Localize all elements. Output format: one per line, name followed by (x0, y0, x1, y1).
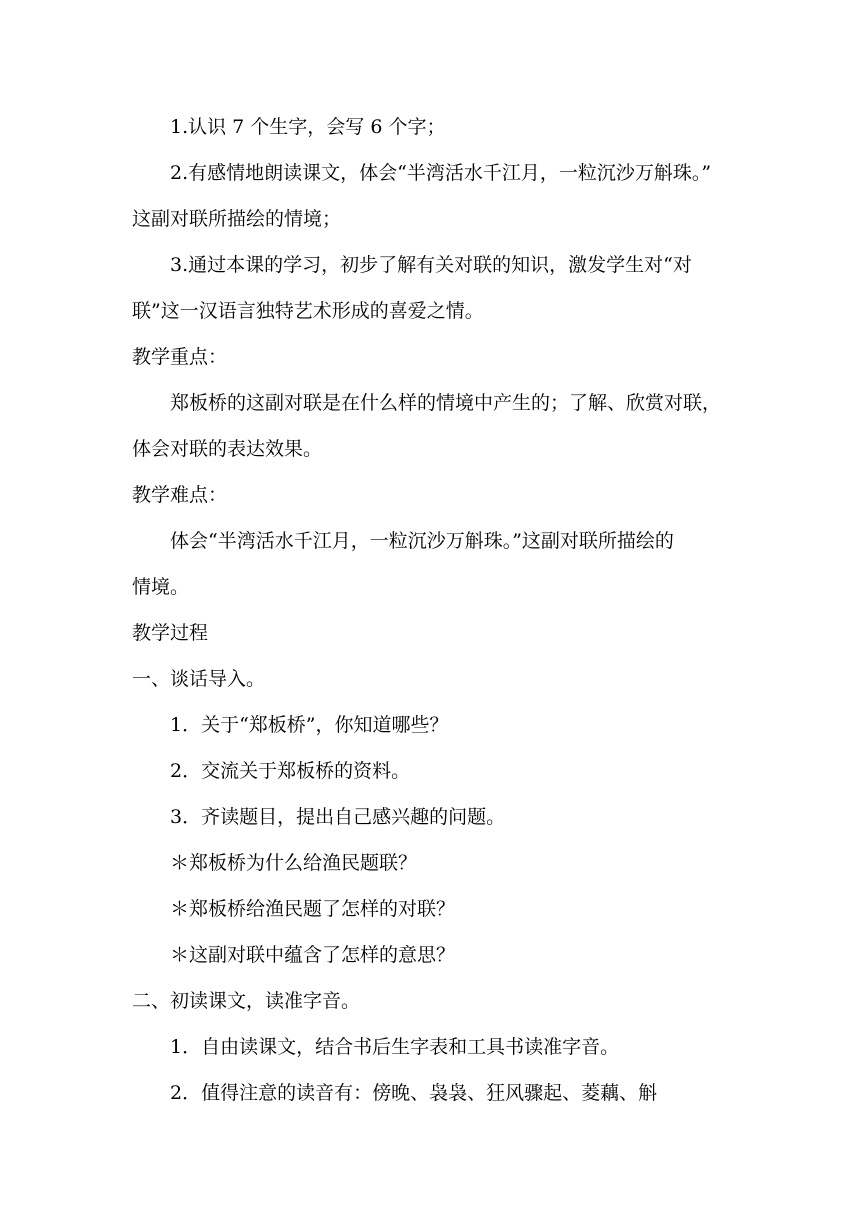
section-1-step-1: 1．关于“郑板桥”，你知道哪些？ (170, 714, 449, 736)
section-2-step-2: 2．值得注意的读音有：傍晚、袅袅、狂风骤起、菱藕、斛 (170, 1082, 658, 1104)
section-1-title: 一、谈话导入。 (132, 668, 266, 690)
section-2-step-1: 1．自由读课文，结合书后生字表和工具书读准字音。 (170, 1036, 620, 1058)
section-1-question-2: ＊郑板桥给渔民题了怎样的对联？ (170, 898, 456, 920)
process-heading: 教学过程 (132, 622, 209, 644)
key-points-line-1: 郑板桥的这副对联是在什么样的情境中产生的；了解、欣赏对联， (170, 392, 722, 414)
objective-1: 1.认识 7 个生字，会写 6 个字； (170, 116, 446, 138)
objective-2-line-2: 这副对联所描绘的情境； (132, 208, 342, 230)
key-points-heading: 教学重点： (132, 346, 228, 368)
key-points-line-2: 体会对联的表达效果。 (132, 438, 323, 460)
section-1-step-3: 3．齐读题目，提出自己感兴趣的问题。 (170, 806, 506, 828)
section-1-step-2: 2．交流关于郑板桥的资料。 (170, 760, 411, 782)
objective-3-line-2: 联”这一汉语言独特艺术形成的喜爱之情。 (132, 300, 484, 322)
objective-2-line-1: 2.有感情地朗读课文，体会“半湾活水千江月，一粒沉沙万斛珠。” (170, 162, 712, 184)
difficulties-heading: 教学难点： (132, 484, 228, 506)
section-2-title: 二、初读课文，读准字音。 (132, 990, 361, 1012)
objective-3-line-1: 3.通过本课的学习，初步了解有关对联的知识，激发学生对“对 (170, 254, 692, 276)
difficulties-line-1: 体会“半湾活水千江月，一粒沉沙万斛珠。”这副对联所描绘的 (170, 530, 674, 552)
section-1-question-1: ＊郑板桥为什么给渔民题联？ (170, 852, 418, 874)
difficulties-line-2: 情境。 (132, 576, 190, 598)
section-1-question-3: ＊这副对联中蕴含了怎样的意思？ (170, 944, 456, 966)
